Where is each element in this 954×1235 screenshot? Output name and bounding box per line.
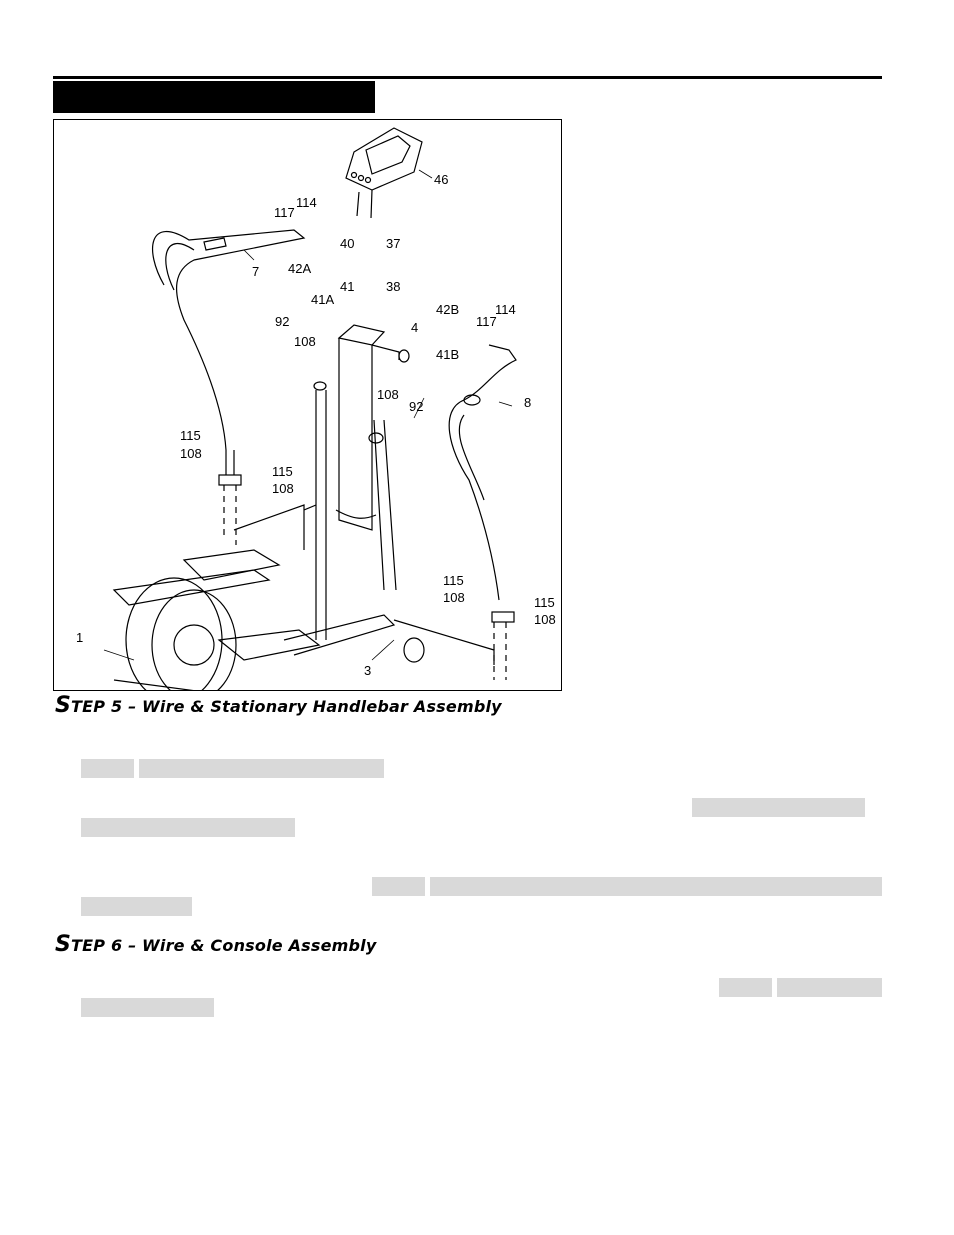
base-frame	[114, 550, 424, 690]
section-title-bar	[53, 81, 375, 113]
callout-3: 3	[364, 663, 372, 678]
callout-46: 46	[434, 172, 449, 187]
redacted-text	[139, 759, 384, 778]
callout-92: 92	[409, 399, 424, 414]
callout-108: 108	[180, 446, 202, 461]
callout-115: 115	[180, 428, 201, 443]
callout-115: 115	[443, 573, 464, 588]
redacted-text	[692, 798, 865, 817]
callout-41: 41	[340, 279, 355, 294]
mount-bracket-lines-right	[394, 620, 494, 665]
assembly-drawing	[54, 120, 561, 690]
callout-92: 92	[275, 314, 290, 329]
redacted-text	[81, 897, 192, 916]
callout-108: 108	[377, 387, 399, 402]
top-rule	[53, 76, 882, 79]
redacted-text	[81, 998, 214, 1017]
callout-38: 38	[386, 279, 401, 294]
step-5-heading: STEP 5 – Wire & Stationary Handlebar Assembly	[55, 693, 502, 718]
callout-115: 115	[272, 464, 293, 479]
assembly-diagram	[53, 119, 562, 691]
callout-42B: 42B	[436, 302, 460, 317]
callout-117: 117	[476, 314, 497, 329]
callout-114: 114	[296, 195, 317, 210]
callout-115: 115	[534, 595, 555, 610]
redacted-text	[719, 978, 772, 997]
callout-7: 7	[252, 264, 260, 279]
callout-1: 1	[76, 630, 84, 645]
main-mast	[314, 325, 409, 640]
redacted-text	[777, 978, 882, 997]
mount-bracket-lines	[234, 505, 316, 550]
callout-40: 40	[340, 236, 355, 251]
callout-37: 37	[386, 236, 401, 251]
callout-108: 108	[272, 481, 294, 496]
callout-4: 4	[411, 320, 419, 335]
callout-108: 108	[443, 590, 465, 605]
redacted-text	[430, 877, 882, 896]
callout-114: 114	[495, 302, 516, 317]
redacted-text	[372, 877, 425, 896]
redacted-text	[81, 818, 295, 837]
callout-117: 117	[274, 205, 295, 220]
callout-108: 108	[534, 612, 556, 627]
console-part	[346, 128, 422, 218]
step-6-heading: STEP 6 – Wire & Console Assembly	[55, 932, 377, 957]
callout-41B: 41B	[436, 347, 460, 362]
callout-108: 108	[294, 334, 316, 349]
redacted-text	[81, 759, 134, 778]
callout-42A: 42A	[288, 261, 312, 276]
left-handlebar	[153, 230, 304, 485]
callout-41A: 41A	[311, 292, 335, 307]
callout-8: 8	[524, 395, 532, 410]
